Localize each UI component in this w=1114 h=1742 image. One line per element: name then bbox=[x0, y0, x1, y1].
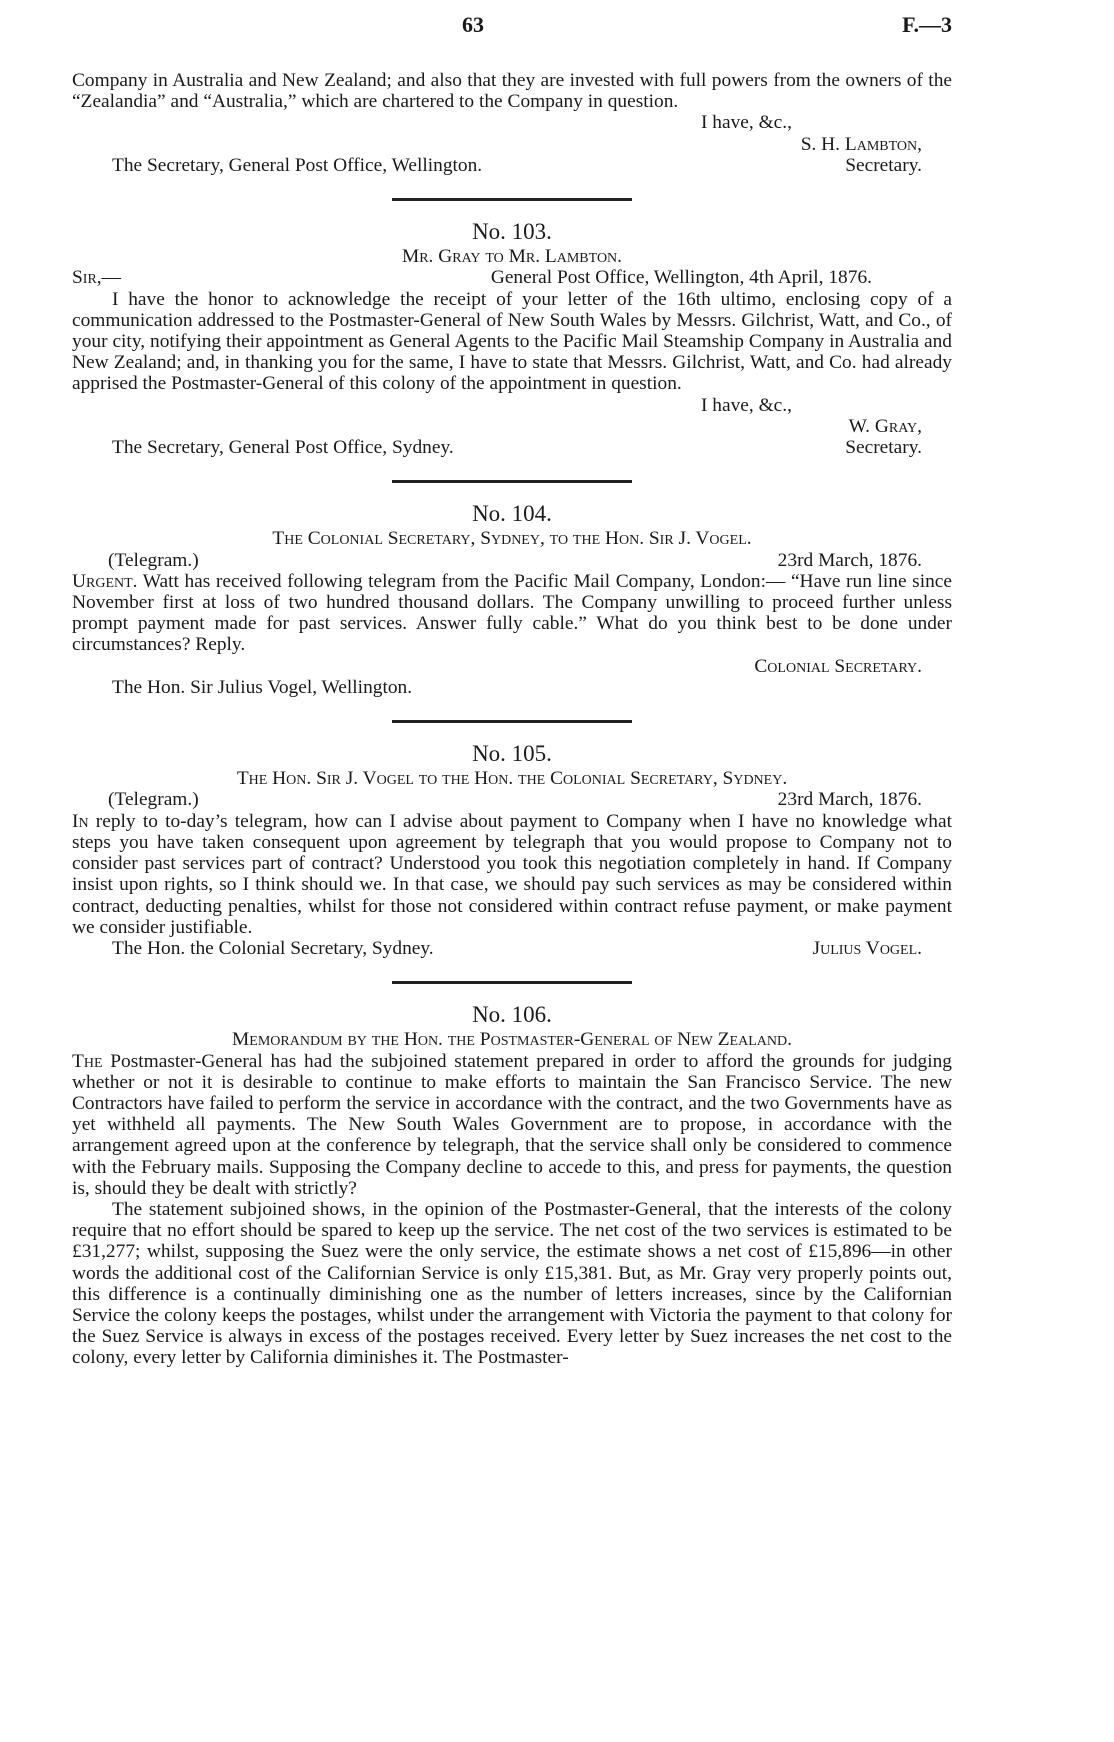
letter-body: Company in Australia and New Zealand; and also that they are invested with full powers from the owners of the “Zealandia” and “Australia,” which are chartered to the Company in question. bbox=[72, 70, 952, 113]
telegram-text: Watt has received following telegram from the Pacific Mail Company, London:— “Have run line since November first at loss of two hundred thousand dollars. The Company unwilling to proceed further unless prompt payment made for past services. Answer fully cable.” What do you think best to be done under circumstances? Reply. bbox=[72, 570, 952, 656]
document-number: No. 105. bbox=[472, 741, 552, 767]
section-divider bbox=[392, 198, 632, 201]
document-heading: Mr. Gray to Mr. Lambton. bbox=[401, 246, 623, 268]
signer-title: Secretary. bbox=[845, 437, 922, 459]
document-heading: The Hon. Sir J. Vogel to the Hon. the Colonial Secretary, Sydney. bbox=[236, 768, 788, 790]
signer: Colonial Secretary. bbox=[754, 655, 922, 677]
telegram-date: 23rd March, 1876. bbox=[777, 549, 922, 571]
document-page bbox=[72, 12, 952, 1369]
telegram-body bbox=[72, 571, 952, 656]
signer: S. H. Lambton, bbox=[800, 133, 922, 155]
signer-title: Secretary. bbox=[845, 154, 922, 176]
document-no-106 bbox=[72, 1004, 952, 1368]
lead-word: In bbox=[72, 810, 89, 832]
section-reference: F.—3 bbox=[902, 12, 952, 37]
section-divider bbox=[392, 720, 632, 723]
salutation: Sir,— bbox=[72, 267, 122, 289]
section-divider bbox=[392, 480, 632, 483]
memo-text: Postmaster-General has had the subjoined statement prepared in order to afford the grounds for judging whether or not it is desirable to continue to make efforts to maintain the San Francisco Service. The new Contractors have failed to perform the service in accordance with the contract, and the two Governments have as yet withheld all payments. The New South Wales Government are to propose, in accordance with the arrangement agreed upon at the conference by telegraph, that the service shall only be considered to commence with the February mails. Supposing the Company decline to accede to this, and press for payments, the question is, should they be dealt with strictly? bbox=[72, 1050, 952, 1199]
addressee: The Hon. Sir Julius Vogel, Wellington. bbox=[112, 676, 413, 698]
letter-continuation bbox=[72, 70, 952, 176]
letter-body: I have the honor to acknowledge the receipt of your letter of the 16th ultimo, enclosing copy of a communication addressed to the Postmaster-General of New South Wales by Messrs. Gilchrist, Watt, and Co., of your city, notifying their appointment as General Agents to the Pacific Mail Steamship Company in Australia and New Zealand; and, in thanking you for the same, I have to state that Messrs. Gilchrist, Watt, and Co. had already apprised the Postmaster-General of this colony of the appointment in question. bbox=[72, 288, 952, 395]
document-heading: Memorandum by the Hon. the Postmaster-General of New Zealand. bbox=[232, 1029, 792, 1051]
signer: Julius Vogel. bbox=[812, 937, 922, 959]
memo-paragraph-2: The statement subjoined shows, in the opinion of the Postmaster-General, that the interests of the colony require that no effort should be spared to keep up the service. The net cost of the two services is estimated to be £31,277; whilst, supposing the Suez were the only service, the estimate shows a net cost of £15,896—in other words the additional cost of the Californian Service is only £15,381. But, as Mr. Gray very properly points out, this difference is a continually diminishing one as the number of letters increases, since by the Californian Service the colony keeps the postages, whilst under the arrangement with Victoria the payment to that colony for the Suez Service is always in excess of the postages received. Every letter by Suez increases the net cost to the colony, every letter by California diminishes it. The Postmaster- bbox=[72, 1198, 952, 1369]
document-number: No. 104. bbox=[472, 501, 552, 527]
lead-word: The bbox=[72, 1050, 103, 1072]
closing: I have, &c., bbox=[701, 394, 792, 416]
memo-paragraph-1 bbox=[72, 1051, 952, 1199]
telegram-text: reply to to-day’s telegram, how can I advise about payment to Company when I have no knowledge what steps you have taken consequent upon agreement by telegraph that you would propose to Company not to consider past services part of contract? Understood you took this negotiation completely in hand. If Company insist upon rights, so I think should we. In that case, we should pay such services as may be considered within contract, deducting penalties, whilst for those not considered within contract refuse payment, or make payment we consider justifiable. bbox=[72, 810, 952, 938]
document-no-104 bbox=[72, 503, 952, 698]
closing: I have, &c., bbox=[701, 112, 792, 134]
document-heading: The Colonial Secretary, Sydney, to the Hon. Sir J. Vogel. bbox=[272, 528, 752, 550]
signer: W. Gray, bbox=[848, 415, 922, 437]
document-no-103 bbox=[72, 221, 952, 458]
lead-word: Urgent. bbox=[72, 570, 138, 592]
addressee: The Secretary, General Post Office, Sydney. bbox=[112, 437, 454, 459]
document-no-105 bbox=[72, 743, 952, 959]
place-date: General Post Office, Wellington, 4th April, 1876. bbox=[490, 267, 872, 289]
telegram-body bbox=[72, 811, 952, 938]
telegram-date: 23rd March, 1876. bbox=[777, 789, 922, 811]
page-number: 63 bbox=[462, 12, 484, 37]
document-number: No. 106. bbox=[472, 1002, 552, 1028]
page-header bbox=[72, 6, 952, 46]
telegram-label: (Telegram.) bbox=[108, 789, 199, 811]
telegram-label: (Telegram.) bbox=[108, 549, 199, 571]
section-divider bbox=[392, 981, 632, 984]
document-number: No. 103. bbox=[472, 219, 552, 245]
addressee: The Hon. the Colonial Secretary, Sydney. bbox=[112, 937, 434, 959]
addressee: The Secretary, General Post Office, Wellington. bbox=[112, 154, 483, 176]
